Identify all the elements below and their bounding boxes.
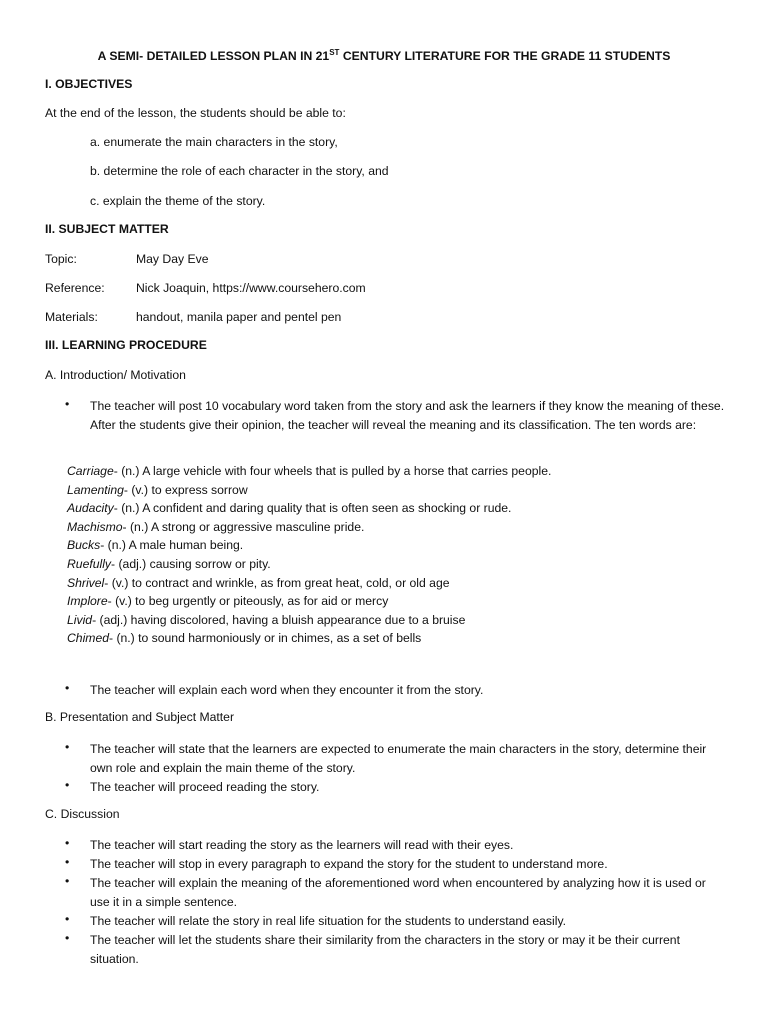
title-text: A SEMI- DETAILED LESSON PLAN IN 21 (97, 49, 330, 64)
objective-item: a. enumerate the main characters in the story, (90, 135, 338, 149)
bullet-icon: • (65, 397, 70, 411)
list-item-text: The teacher will relate the story in real life situation for the students to understand easily. (90, 914, 567, 928)
vocab-word: Lamenting (67, 482, 124, 497)
vocab-word: Carriage (67, 464, 114, 478)
vocab-item (67, 499, 551, 518)
objective-item: c. explain the theme of the story. (90, 194, 266, 208)
vocab-word: Livid (67, 612, 93, 627)
objective-item: b. determine the role of each character in the story, and (90, 164, 389, 178)
title-superscript: ST (329, 48, 340, 57)
vocab-item (67, 611, 551, 630)
list-item-text: The teacher will explain the meaning of the aforementioned word when encountered by analyzing how it is used or use it in a simple sentence. (90, 876, 706, 909)
vocab-word: Implore (67, 594, 108, 609)
bullet-icon: • (65, 778, 70, 792)
vocab-item (67, 518, 551, 537)
materials-label: Materials: (45, 310, 98, 324)
list-item-text: The teacher will state that the learners are expected to enumerate the main characters in the story, determine their own role and explain the main theme of the story. (90, 742, 707, 775)
vocab-definition: - (n.) A male human being. (100, 538, 244, 553)
list-item-text: The teacher will proceed reading the story. (90, 780, 320, 794)
list-item-text: The teacher will explain each word when they encounter it from the story. (90, 683, 484, 697)
bullet-icon: • (65, 740, 70, 754)
vocab-definition: - (adj.) causing sorrow or pity. (111, 556, 271, 571)
section-b-heading: B. Presentation and Subject Matter (45, 710, 235, 724)
vocab-definition: - (n.) A strong or aggressive masculine pride. (122, 519, 365, 534)
vocab-definition: - (v.) to express sorrow (123, 482, 248, 497)
vocab-definition: - (n.) A confident and daring quality that is often seen as shocking or rude. (113, 501, 512, 516)
section-c-heading: C. Discussion (45, 807, 120, 821)
vocab-item (67, 481, 551, 500)
bullet-icon: • (65, 836, 70, 850)
topic-value: May Day Eve (136, 252, 209, 266)
objectives-heading: I. OBJECTIVES (45, 77, 133, 91)
list-item-text: The teacher will stop in every paragraph to expand the story for the student to understand more. (90, 857, 608, 871)
bullet-icon: • (65, 931, 70, 945)
bullet-icon: • (65, 855, 70, 869)
section-a-heading: A. Introduction/ Motivation (45, 368, 186, 382)
vocab-word: Audacity (67, 501, 114, 516)
subject-matter-heading: II. SUBJECT MATTER (45, 222, 169, 236)
vocab-definition: - (n.) to sound harmoniously or in chimes, as a set of bells (109, 631, 422, 646)
materials-value: handout, manila paper and pentel pen (136, 310, 342, 324)
bullet-icon: • (65, 912, 70, 926)
vocab-item (67, 592, 551, 611)
vocab-item (67, 574, 551, 593)
vocab-word: Shrivel (67, 575, 105, 590)
vocab-word: Ruefully (67, 556, 112, 571)
vocab-definition: - (v.) to contract and wrinkle, as from great heat, cold, or old age (104, 575, 450, 590)
vocab-word: Machismo (67, 519, 123, 534)
vocab-item (67, 462, 551, 481)
document-title (0, 48, 768, 64)
vocabulary-list (67, 462, 551, 648)
reference-label: Reference: (45, 281, 105, 295)
list-item-text: The teacher will let the students share their similarity from the characters in the story or may it be their current situation. (90, 933, 680, 966)
vocab-item (67, 536, 551, 555)
objectives-intro: At the end of the lesson, the students should be able to: (45, 106, 346, 120)
reference-value: Nick Joaquin, https://www.coursehero.com (136, 281, 366, 295)
bullet-icon: • (65, 874, 70, 888)
vocab-definition: - (n.) A large vehicle with four wheels that is pulled by a horse that carries people. (113, 464, 552, 478)
list-item-text: The teacher will start reading the story as the learners will read with their eyes. (90, 838, 514, 852)
procedure-heading: III. LEARNING PROCEDURE (45, 338, 207, 352)
topic-label: Topic: (45, 252, 77, 266)
vocab-item (67, 629, 551, 648)
vocab-word: Bucks (67, 538, 101, 553)
vocab-definition: - (v.) to beg urgently or piteously, as for aid or mercy (107, 594, 389, 609)
bullet-icon: • (65, 681, 70, 695)
vocab-item (67, 555, 551, 574)
vocab-word: Chimed (67, 631, 109, 646)
title-text-end: CENTURY LITERATURE FOR THE GRADE 11 STUDENTS (339, 49, 671, 64)
vocab-definition: - (adj.) having discolored, having a bluish appearance due to a bruise (92, 612, 466, 627)
list-item-text: The teacher will post 10 vocabulary word taken from the story and ask the learners if they know the meaning of these. After the students give their opinion, the teacher will reveal the meaning and its classification. The ten words are: (90, 399, 725, 432)
